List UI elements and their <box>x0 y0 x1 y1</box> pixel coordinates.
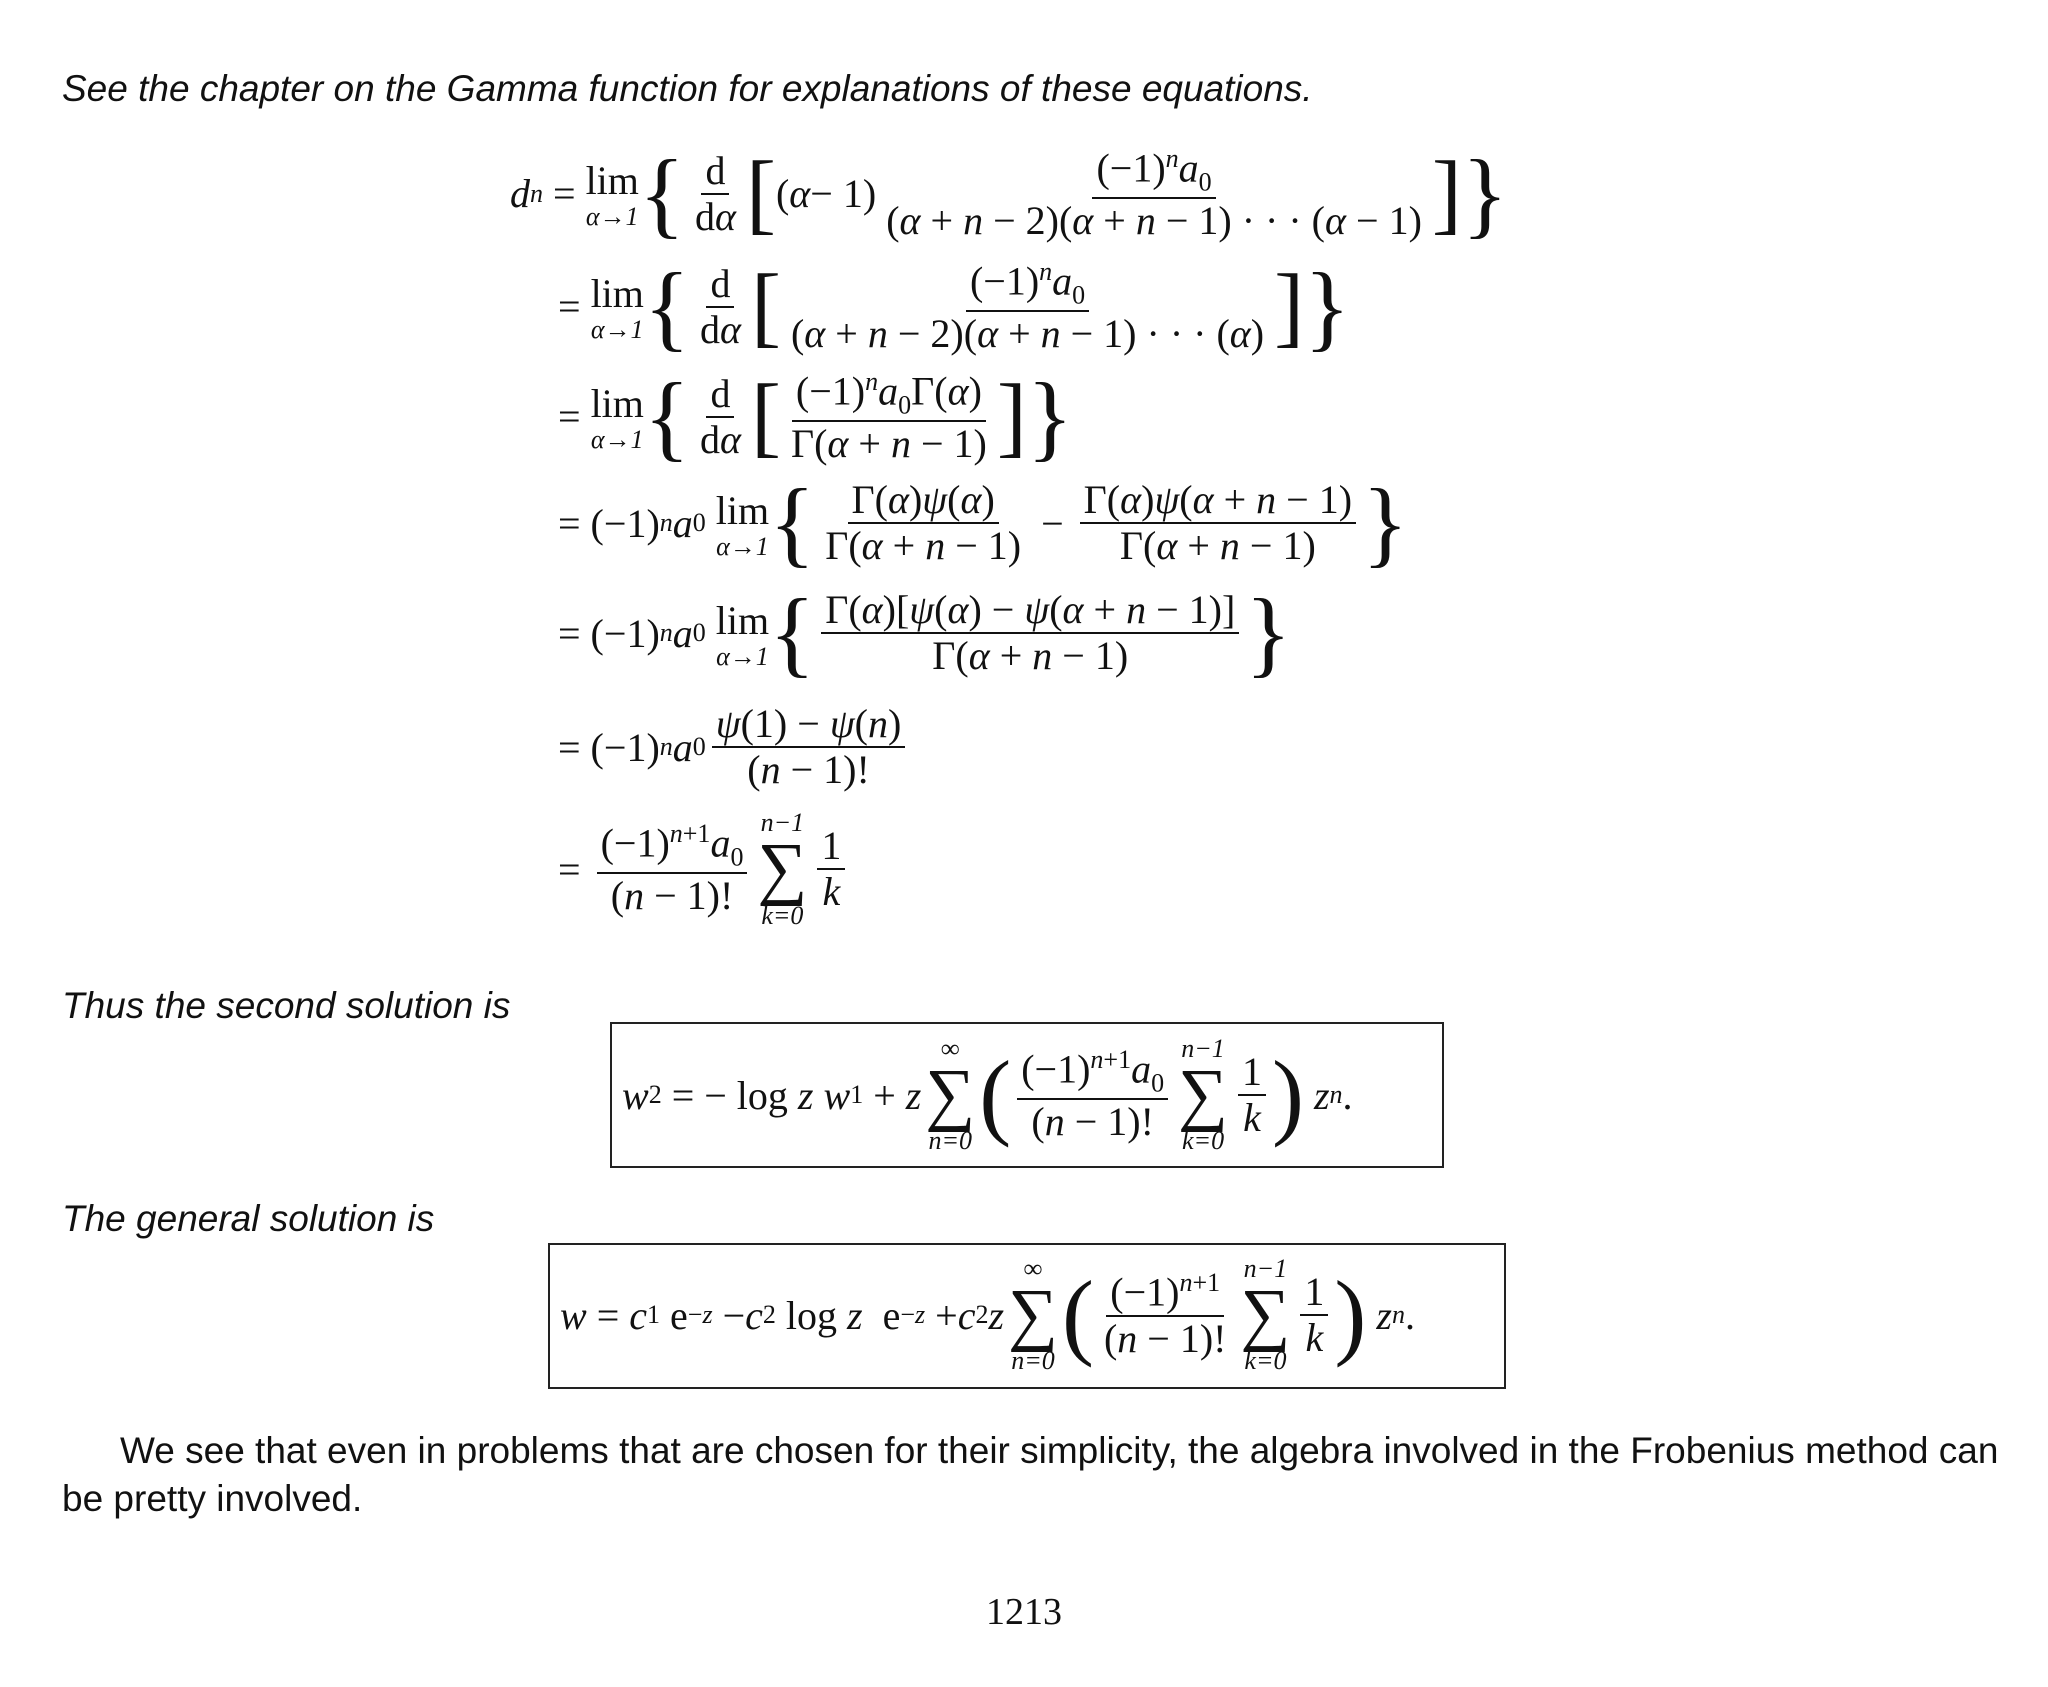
equation-line-5: = (−1) n a 0 lim α→1 { $\frac{\Gamma(\alpha)[\psi(\alpha) - \psi(\alpha + n - 1)]}{\Gamma(\alpha + n - 1)}$ } <box>558 578 1292 686</box>
equation-line-2: = lim α→1 { $\frac{d}{d\alpha}$ [ $\frac{(-1)^na_0}{(\alpha + n - 2)(\alpha + n - 1) \cdot \cdot \cdot (\alpha)}$ ] } <box>558 252 1351 360</box>
equation-line-1: d n = lim α→1 { $\frac{d}{d\alpha}$ [ ( α − 1) $\frac{(-1)^na_0}{(\alpha + n - 2)(\alpha + n - 1) \cdot \cdot \cdot (\alpha - 1)}$ ] } <box>510 139 1508 247</box>
intro-text: See the chapter on the Gamma function for explanations of these equations. <box>62 68 1313 109</box>
general-solution-equation: w = c 1 e −z − c 2 log z e −z + c 2 z ∞ ∑ n=0 ( $\frac{(-1)^{n+1}}{(n - 1)!}$ n−1 ∑ k=0 $\frac{1}{k}$ ) z n . <box>560 1253 1415 1376</box>
equation-line-4: = (−1) n a 0 lim α→1 { $\frac{\Gamma(\alpha)\psi(\alpha)}{\Gamma(\alpha + n - 1)}$ − $\frac{\Gamma(\alpha)\psi(\alpha + n - 1)}{\Gamma(\alpha + n - 1)}$ } <box>558 468 1409 576</box>
equation-line-7: = $\frac{(-1)^{n+1}a_0}{(n - 1)!}$ n−1 ∑ k=0 $\frac{1}{k}$ <box>558 810 851 929</box>
equation-line-3: = lim α→1 { $\frac{d}{d\alpha}$ [ $\frac{(-1)^na_0\Gamma(\alpha)}{\Gamma(\alpha + n - 1)}$ ] } <box>558 362 1073 470</box>
equation-line-6: = (−1) n a 0 $\frac{\psi(1) - \psi(n)}{(n - 1)!}$ <box>558 702 911 792</box>
second-solution-label: Thus the second solution is <box>62 985 511 1026</box>
page-number: 1213 <box>986 1591 1062 1633</box>
closing-paragraph-line-1: We see that even in problems that are chosen for their simplicity, the algebra involved in the Frobenius method can <box>120 1430 1999 1471</box>
closing-paragraph-line-2: be pretty involved. <box>62 1478 363 1519</box>
second-solution-equation: w 2 = − log z w 1 + z ∞ ∑ n=0 ( $\frac{(-1)^{n+1}a_0}{(n - 1)!}$ n−1 ∑ k=0 $\frac{1}{k}$ ) z n . <box>622 1033 1353 1156</box>
general-solution-label: The general solution is <box>62 1198 435 1239</box>
